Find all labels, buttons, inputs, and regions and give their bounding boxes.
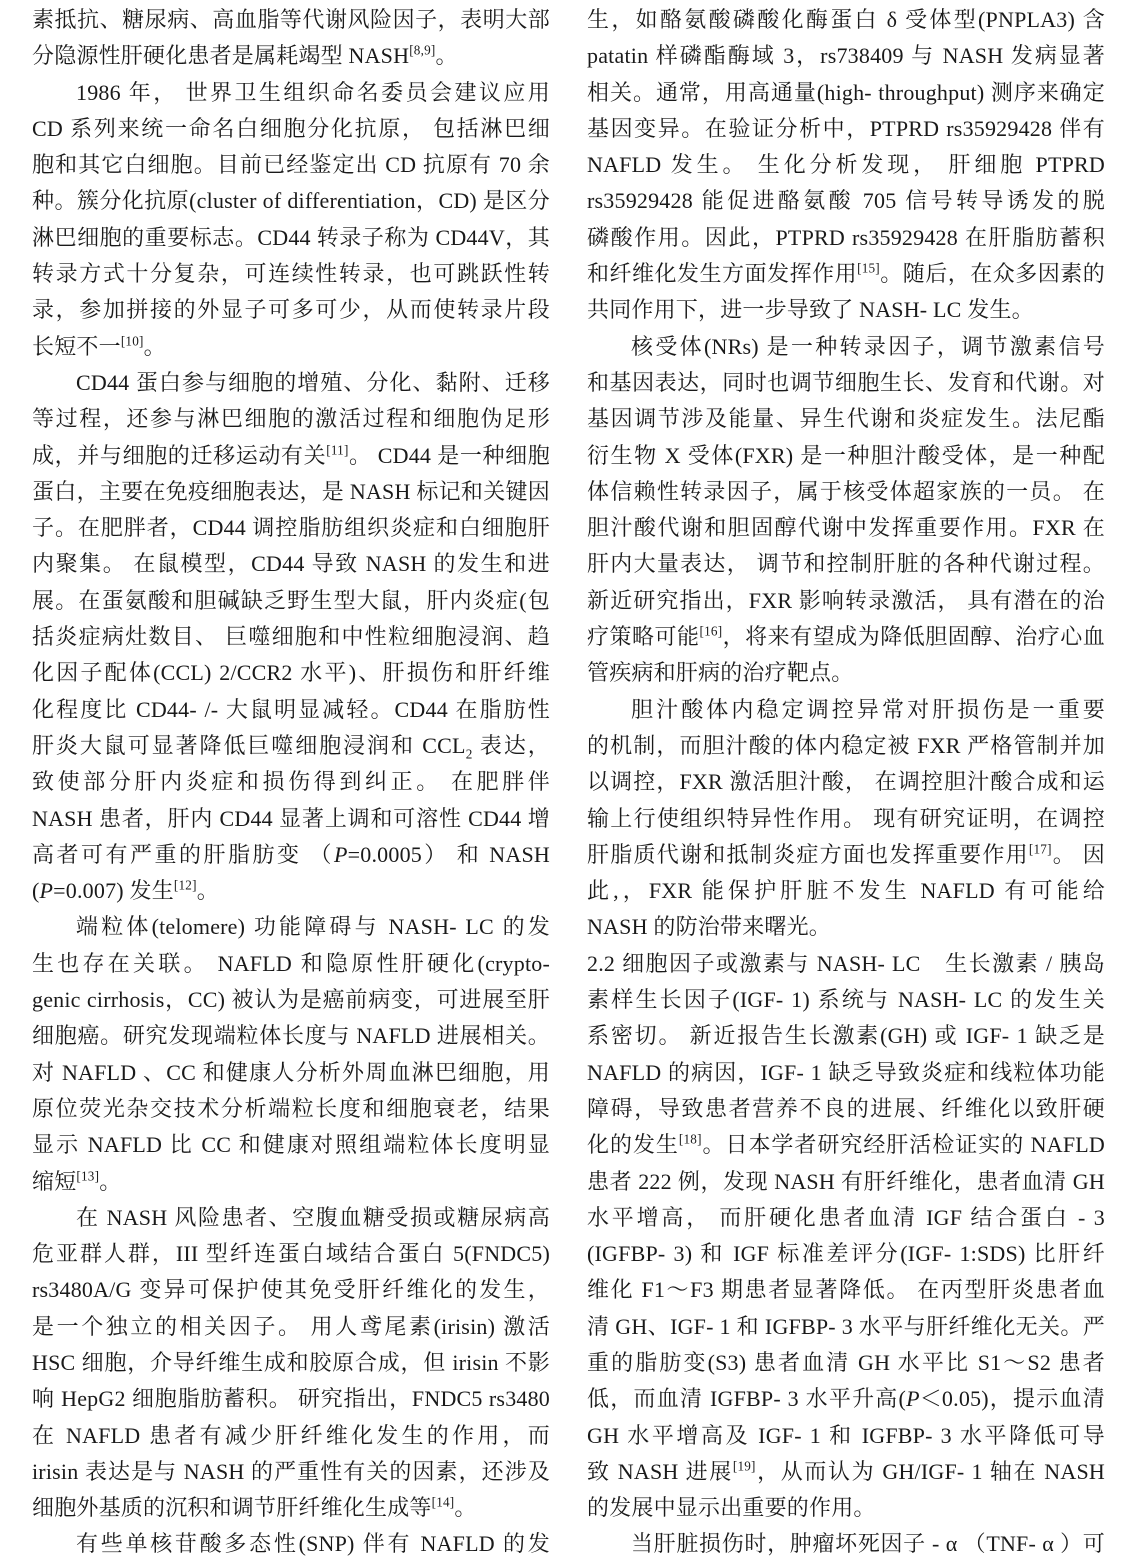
text-line: NAFLD 的病因，IGF- 1 缺乏导致炎症和线粒体功能 — [587, 1059, 1105, 1085]
text-line: 胆汁酸代谢和胆固醇代谢中发挥重要作用。FXR 在 — [587, 515, 1105, 541]
text-line: 以调控，FXR 激活胆汁酸， 在调控胆汁酸合成和运 — [587, 769, 1105, 795]
text-line: 疗策略可能[16]，将来有望成为降低胆固醇、治疗心血 — [587, 623, 1105, 650]
text-line: 是一个独立的相关因子。 用人鸢尾素(irisin) 激活 — [32, 1313, 550, 1339]
text-line: 等过程，还参与淋巴细胞的激活过程和细胞伪足形 — [32, 406, 550, 432]
column-right — [587, 2, 1105, 1563]
text-line: NAFLD 发生。 生化分析发现， 肝细胞 PTPRD — [587, 152, 1105, 178]
text-line: 管疾病和肝病的治疗靶点。 — [587, 660, 854, 686]
text-line: 系密切。 新近报告生长激素(GH) 或 IGF- 1 缺乏是 — [587, 1023, 1105, 1049]
text-line: rs3480A/G 变异可保护使其免受肝纤维化的发生， — [32, 1277, 550, 1303]
text-line: 1986 年， 世界卫生组织命名委员会建议应用 — [76, 79, 550, 105]
text-line: 生，如酪氨酸磷酸化酶蛋白 δ 受体型(PNPLA3) 含 — [587, 7, 1105, 32]
text-line: 核受体(NRs) 是一种转录因子，调节激素信号 — [631, 333, 1105, 359]
text-line: 磷酸作用。因此，PTPRD rs35929428 在肝脂肪蓄积 — [587, 224, 1105, 250]
text-line: 端粒体(telomere) 功能障碍与 NASH- LC 的发 — [76, 914, 550, 940]
text-line: 化程度比 CD44- /- 大鼠明显减轻。CD44 在脂肪性 — [32, 696, 550, 722]
text-line: 肝炎大鼠可显著降低巨噬细胞浸润和 $CCL_2$ 表达， — [32, 732, 550, 762]
text-line: 化的发生[18]。日本学者研究经肝活检证实的 NAFLD — [587, 1131, 1105, 1158]
text-line: 显示 NAFLD 比 CC 和健康对照组端粒体长度明显 — [32, 1132, 550, 1158]
text-line: 障碍，导致患者营养不良的进展、纤维化以致肝硬 — [587, 1095, 1105, 1121]
text-line: 胆汁酸体内稳定调控异常对肝损伤是一重要 — [631, 696, 1105, 722]
text-line: 共同作用下，进一步导致了 NASH- LC 发生。 — [587, 297, 1034, 323]
text-line: 水平增高， 而肝硬化患者血清 IGF 结合蛋白 - 3 — [587, 1204, 1105, 1230]
text-line: 相关。通常，用高通量(high- throughput) 测序来确定 — [587, 79, 1105, 105]
text-line: 体信赖性转录因子，属于核受体超家族的一员。 在 — [587, 478, 1105, 504]
text-line: (P=0.007) 发生[12]。 — [32, 877, 219, 904]
text-line: 淋巴细胞的重要标志。CD44 转录子称为 CD44V，其 — [32, 224, 550, 250]
text-line: 对 NAFLD 、CC 和健康人分析外周血淋巴细胞，用 — [32, 1059, 550, 1085]
text-line: patatin 样磷酯酶域 3，rs738409 与 NASH 发病显著 — [587, 43, 1105, 69]
text-line: 基因调节涉及能量、异生代谢和炎症发生。法尼酯 — [587, 406, 1105, 432]
text-line: 在 NAFLD 患者有减少肝纤维化发生的作用，而 — [32, 1422, 550, 1448]
text-line: 肝内大量表达， 调节和控制肝脏的各种代谢过程。 — [587, 551, 1105, 577]
text-line: 种。簇分化抗原(cluster of differentiation，CD) 是区分 — [32, 188, 550, 214]
text-line: 高者可有严重的肝脂肪变 （P=0.0005） 和 NASH — [32, 841, 550, 867]
text-line: 素样生长因子(IGF- 1) 系统与 NASH- LC 的发生关 — [587, 987, 1105, 1013]
text-line: NASH 的防治带来曙光。 — [587, 914, 831, 940]
text-line: 胞和其它白细胞。目前已经鉴定出 CD 抗原有 70 余 — [32, 152, 550, 178]
text-line: 基因变异。在验证分析中，PTPRD rs35929428 伴有 — [587, 115, 1105, 141]
text-line: 括炎症病灶数目、 巨噬细胞和中性粒细胞浸润、趋 — [32, 624, 550, 650]
text-line: 清 GH、IGF- 1 和 IGFBP- 3 水平与肝纤维化无关。严 — [587, 1313, 1105, 1339]
text-line: 低，而血清 IGFBP- 3 水平升高(P＜0.05)，提示血清 — [587, 1386, 1105, 1412]
section-heading-2-2: 2.2 细胞因子或激素与 NASH- LC 生长激素 / 胰岛 — [587, 950, 1105, 976]
text-line: 致 NASH 进展[19]，从而认为 GH/IGF- 1 轴在 NASH — [587, 1458, 1105, 1484]
text-line: 生也存在关联。 NAFLD 和隐原性肝硬化(crypto- — [32, 950, 550, 976]
text-line: 致使部分肝内炎症和损伤得到纠正。 在肥胖伴 — [32, 769, 550, 795]
text-line: 的机制，而胆汁酸的体内稳定被 FXR 严格管制并加 — [587, 732, 1105, 758]
text-line: 展。在蛋氨酸和胆碱缺乏野生型大鼠，肝内炎症(包 — [32, 587, 550, 613]
text-line: 和纤维化发生方面发挥作用[15]。随后，在众多因素的 — [587, 260, 1105, 287]
text-line: irisin 表达是与 NASH 的严重性有关的因素，还涉及 — [32, 1458, 550, 1484]
text-line: 新近研究指出，FXR 影响转录激活， 具有潜在的治 — [587, 587, 1105, 613]
text-line: 原位荧光杂交技术分析端粒长度和细胞衰老，结果 — [32, 1095, 550, 1121]
text-line: 维化 F1～F3 期患者显著降低。 在丙型肝炎患者血 — [587, 1277, 1105, 1303]
text-line: CD 系列来统一命名白细胞分化抗原， 包括淋巴细 — [32, 115, 550, 141]
text-line: 患者 222 例，发现 NASH 有肝纤维化，患者血清 GH — [587, 1168, 1105, 1194]
text-line: 素抵抗、糖尿病、高血脂等代谢风险因子，表明大部 — [32, 7, 550, 32]
text-line: rs35929428 能促进酪氨酸 705 信号转导诱发的脱 — [587, 188, 1105, 214]
text-line: 长短不一[10]。 — [32, 333, 166, 359]
text-line: 化因子配体(CCL) 2/CCR2 水平)、肝损伤和肝纤维 — [32, 660, 550, 686]
text-line: (IGFBP- 3) 和 IGF 标准差评分(IGF- 1:SDS) 比肝纤 — [587, 1241, 1105, 1267]
text-line: 的发展中显示出重要的作用。 — [587, 1495, 876, 1521]
text-line: 细胞外基质的沉积和调节肝纤维化生成等[14]。 — [32, 1494, 477, 1521]
text-line: 肝脂质代谢和抵制炎症方面也发挥重要作用[17]。 因 — [587, 841, 1105, 867]
text-line: 子。在肥胖者，CD44 调控脂肪组织炎症和白细胞肝 — [32, 515, 550, 541]
text-line: 响 HepG2 细胞脂肪蓄积。 研究指出，FNDC5 rs3480 — [32, 1386, 550, 1412]
text-line: NASH 患者，肝内 CD44 显著上调和可溶性 CD44 增 — [32, 805, 550, 831]
text-line: 录，参加拼接的外显子可多可少，从而使转录片段 — [32, 297, 550, 323]
text-line: genic cirrhosis，CC) 被认为是癌前病变，可进展至肝 — [32, 987, 550, 1013]
text-line: 和基因表达，同时也调节细胞生长、发育和代谢。对 — [587, 369, 1105, 395]
text-line: 分隐源性肝硬化患者是属耗竭型 NASH[8,9]。 — [32, 42, 458, 69]
text-line: 输上行使组织特异性作用。 现有研究证明，在调控 — [587, 805, 1105, 831]
text-line: 危亚群人群，III 型纤连蛋白域结合蛋白 5(FNDC5) — [32, 1241, 550, 1267]
text-line: 细胞癌。研究发现端粒体长度与 NAFLD 进展相关。 — [32, 1023, 550, 1049]
text-line: 在 NASH 风险患者、空腹血糖受损或糖尿病高 — [76, 1204, 550, 1230]
text-line: 内聚集。 在鼠模型，CD44 导致 NASH 的发生和进 — [32, 551, 550, 577]
text-line: 转录方式十分复杂，可连续性转录，也可跳跃性转 — [32, 261, 550, 287]
text-line: 有些单核苷酸多态性(SNP) 伴有 NAFLD 的发 — [76, 1531, 550, 1557]
text-line: 当肝脏损伤时，肿瘤坏死因子 - α （TNF- α ）可 — [631, 1531, 1105, 1557]
text-line: HSC 细胞，介导纤维生成和胶原合成，但 irisin 不影 — [32, 1349, 550, 1375]
column-left — [32, 2, 550, 1563]
text-line: 成，并与细胞的迁移运动有关[11]。 CD44 是一种细胞 — [32, 442, 550, 468]
text-line: 此,，FXR 能保护肝脏不发生 NAFLD 有可能给 — [587, 878, 1105, 904]
text-line: CD44 蛋白参与细胞的增殖、分化、黏附、迁移 — [76, 369, 550, 395]
text-line: 蛋白，主要在免疫细胞表达，是 NASH 标记和关键因 — [32, 478, 550, 504]
text-line: 缩短[13]。 — [32, 1168, 122, 1194]
text-line: GH 水平增高及 IGF- 1 和 IGFBP- 3 水平降低可导 — [587, 1422, 1105, 1448]
text-line: 衍生物 X 受体(FXR) 是一种胆汁酸受体，是一种配 — [587, 442, 1105, 468]
text-line: 重的脂肪变(S3) 患者血清 GH 水平比 S1～S2 患者 — [587, 1349, 1105, 1375]
